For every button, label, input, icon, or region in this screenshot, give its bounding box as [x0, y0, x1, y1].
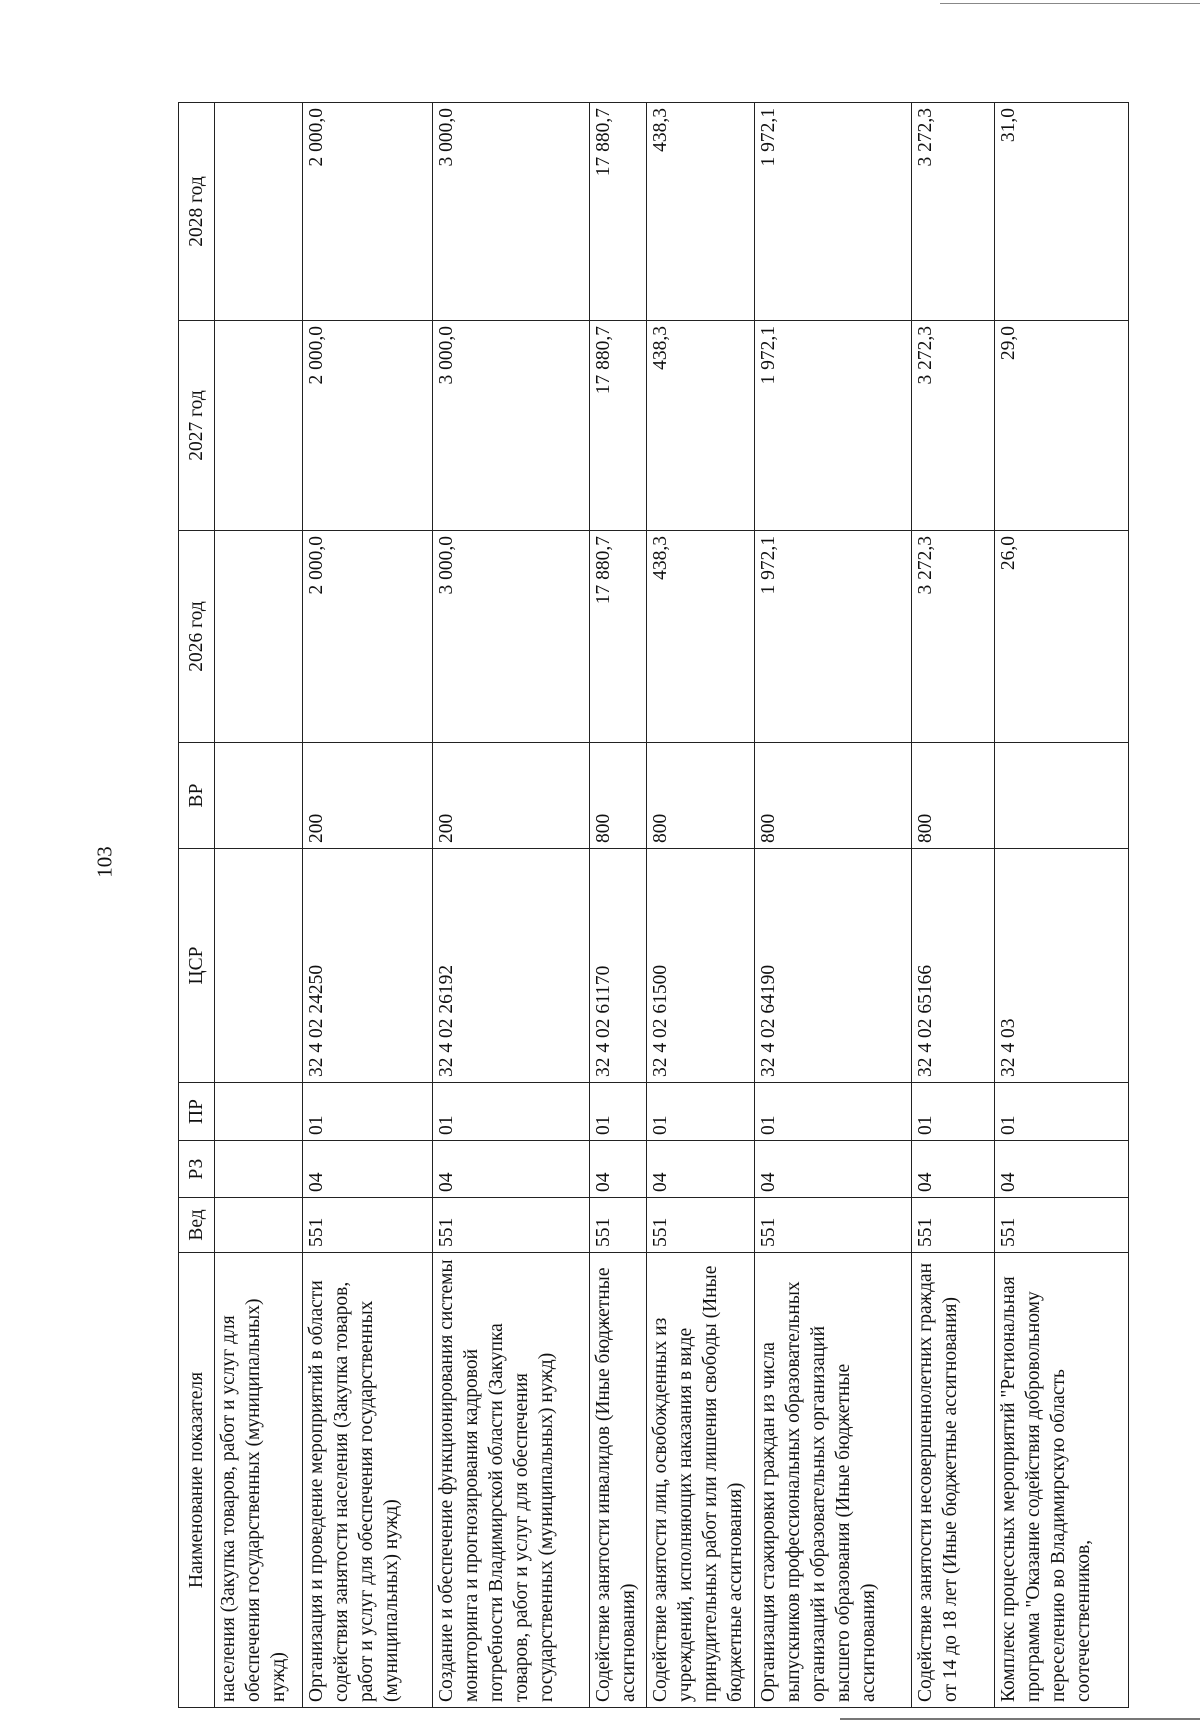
- row-rz: 04: [912, 1141, 995, 1198]
- row-pr: 01: [995, 1083, 1129, 1141]
- row-value-2028: 3 000,0: [433, 103, 590, 321]
- row-value-2027: 438,3: [647, 321, 755, 531]
- row-rz: 04: [303, 1141, 433, 1198]
- row-value-2026: 2 000,0: [303, 531, 433, 743]
- column-header-name: Наименование показателя: [179, 1253, 215, 1708]
- row-pr: 01: [647, 1083, 755, 1141]
- row-value-2026: 26,0: [995, 531, 1129, 743]
- row-value-2026: 17 880,7: [590, 531, 647, 743]
- row-value-2028: 17 880,7: [590, 103, 647, 321]
- row-vr: 800: [590, 743, 647, 849]
- row-ved: [215, 1198, 303, 1253]
- row-name: Создание и обеспечение функционирования системы мониторинга и прогнозирования кадровой потребности Владимирской области (Закупка товаров, работ и услуг для обеспечения государственных (муниципальных) нужд): [433, 1253, 590, 1708]
- row-name: Организация и проведение мероприятий в области содействия занятости населения (Закупка товаров, работ и услуг для обеспечения государственных (муниципальных) нужд): [303, 1253, 433, 1708]
- row-value-2028: 31,0: [995, 103, 1129, 321]
- row-name: Содействие занятости лиц, освобожденных из учреждений, исполняющих наказания в виде принудительных работ или лишения свободы (Иные бюджетные ассигнования): [647, 1253, 755, 1708]
- table-row: [433, 103, 590, 1708]
- table-row: [995, 103, 1129, 1708]
- row-csr: 32 4 02 61500: [647, 849, 755, 1083]
- table-row: [590, 103, 647, 1708]
- row-rz: [215, 1141, 303, 1198]
- column-header-ved: Вед: [179, 1198, 215, 1253]
- row-vr: [995, 743, 1129, 849]
- row-csr: [215, 849, 303, 1083]
- rotated-table-container: [178, 103, 1128, 1708]
- row-rz: 04: [433, 1141, 590, 1198]
- row-pr: 01: [755, 1083, 912, 1141]
- table-row: [755, 103, 912, 1708]
- page-number: 103: [92, 846, 117, 878]
- column-header-2026: 2026 год: [179, 531, 215, 743]
- scan-edge-line: [940, 3, 1200, 4]
- row-vr: 800: [755, 743, 912, 849]
- row-value-2028: 438,3: [647, 103, 755, 321]
- column-header-pr: ПР: [179, 1083, 215, 1141]
- row-value-2026: 3 000,0: [433, 531, 590, 743]
- column-header-csr: ЦСР: [179, 849, 215, 1083]
- row-value-2027: 17 880,7: [590, 321, 647, 531]
- row-ved: 551: [912, 1198, 995, 1253]
- row-name: Содействие занятости инвалидов (Иные бюджетные ассигнования): [590, 1253, 647, 1708]
- scan-edge-line: [840, 1718, 1200, 1720]
- row-pr: 01: [303, 1083, 433, 1141]
- row-value-2026: 3 272,3: [912, 531, 995, 743]
- row-value-2028: 2 000,0: [303, 103, 433, 321]
- row-ved: 551: [995, 1198, 1129, 1253]
- row-rz: 04: [995, 1141, 1129, 1198]
- row-value-2027: 3 000,0: [433, 321, 590, 531]
- row-value-2026: 1 972,1: [755, 531, 912, 743]
- row-value-2026: [215, 531, 303, 743]
- row-csr: 32 4 02 65166: [912, 849, 995, 1083]
- row-value-2028: [215, 103, 303, 321]
- row-value-2028: 3 272,3: [912, 103, 995, 321]
- column-header-2028: 2028 год: [179, 103, 215, 321]
- row-pr: 01: [590, 1083, 647, 1141]
- column-header-vr: ВР: [179, 743, 215, 849]
- row-pr: 01: [912, 1083, 995, 1141]
- row-ved: 551: [433, 1198, 590, 1253]
- row-value-2027: 3 272,3: [912, 321, 995, 531]
- table-row: [215, 103, 303, 1708]
- row-value-2027: 1 972,1: [755, 321, 912, 531]
- row-csr: 32 4 02 64190: [755, 849, 912, 1083]
- row-name: населения (Закупка товаров, работ и услуг для обеспечения государственных (муниципальных) нужд): [215, 1253, 303, 1708]
- row-csr: 32 4 03: [995, 849, 1129, 1083]
- row-vr: 800: [647, 743, 755, 849]
- row-ved: 551: [303, 1198, 433, 1253]
- budget-table: [178, 102, 1129, 1708]
- row-value-2026: 438,3: [647, 531, 755, 743]
- row-vr: 200: [433, 743, 590, 849]
- row-ved: 551: [755, 1198, 912, 1253]
- table-row: [303, 103, 433, 1708]
- row-csr: 32 4 02 61170: [590, 849, 647, 1083]
- row-value-2027: [215, 321, 303, 531]
- row-pr: [215, 1083, 303, 1141]
- row-vr: [215, 743, 303, 849]
- column-header-2027: 2027 год: [179, 321, 215, 531]
- row-name: Комплекс процессных мероприятий "Региональная программа "Оказание содействия добровольному переселению во Владимирскую область соотечественников,: [995, 1253, 1129, 1708]
- row-csr: 32 4 02 26192: [433, 849, 590, 1083]
- table-row: [647, 103, 755, 1708]
- table-header-row: [179, 103, 215, 1708]
- row-name: Содействие занятости несовершеннолетних граждан от 14 до 18 лет (Иные бюджетные ассигнования): [912, 1253, 995, 1708]
- row-ved: 551: [590, 1198, 647, 1253]
- row-csr: 32 4 02 24250: [303, 849, 433, 1083]
- row-rz: 04: [647, 1141, 755, 1198]
- row-name: Организация стажировки граждан из числа выпускников профессиональных образовательных организаций и образовательных организаций высшего образования (Иные бюджетные ассигнования): [755, 1253, 912, 1708]
- table-row: [912, 103, 995, 1708]
- column-header-rz: РЗ: [179, 1141, 215, 1198]
- row-value-2028: 1 972,1: [755, 103, 912, 321]
- row-vr: 200: [303, 743, 433, 849]
- row-pr: 01: [433, 1083, 590, 1141]
- row-vr: 800: [912, 743, 995, 849]
- row-value-2027: 2 000,0: [303, 321, 433, 531]
- row-rz: 04: [755, 1141, 912, 1198]
- row-rz: 04: [590, 1141, 647, 1198]
- row-ved: 551: [647, 1198, 755, 1253]
- row-value-2027: 29,0: [995, 321, 1129, 531]
